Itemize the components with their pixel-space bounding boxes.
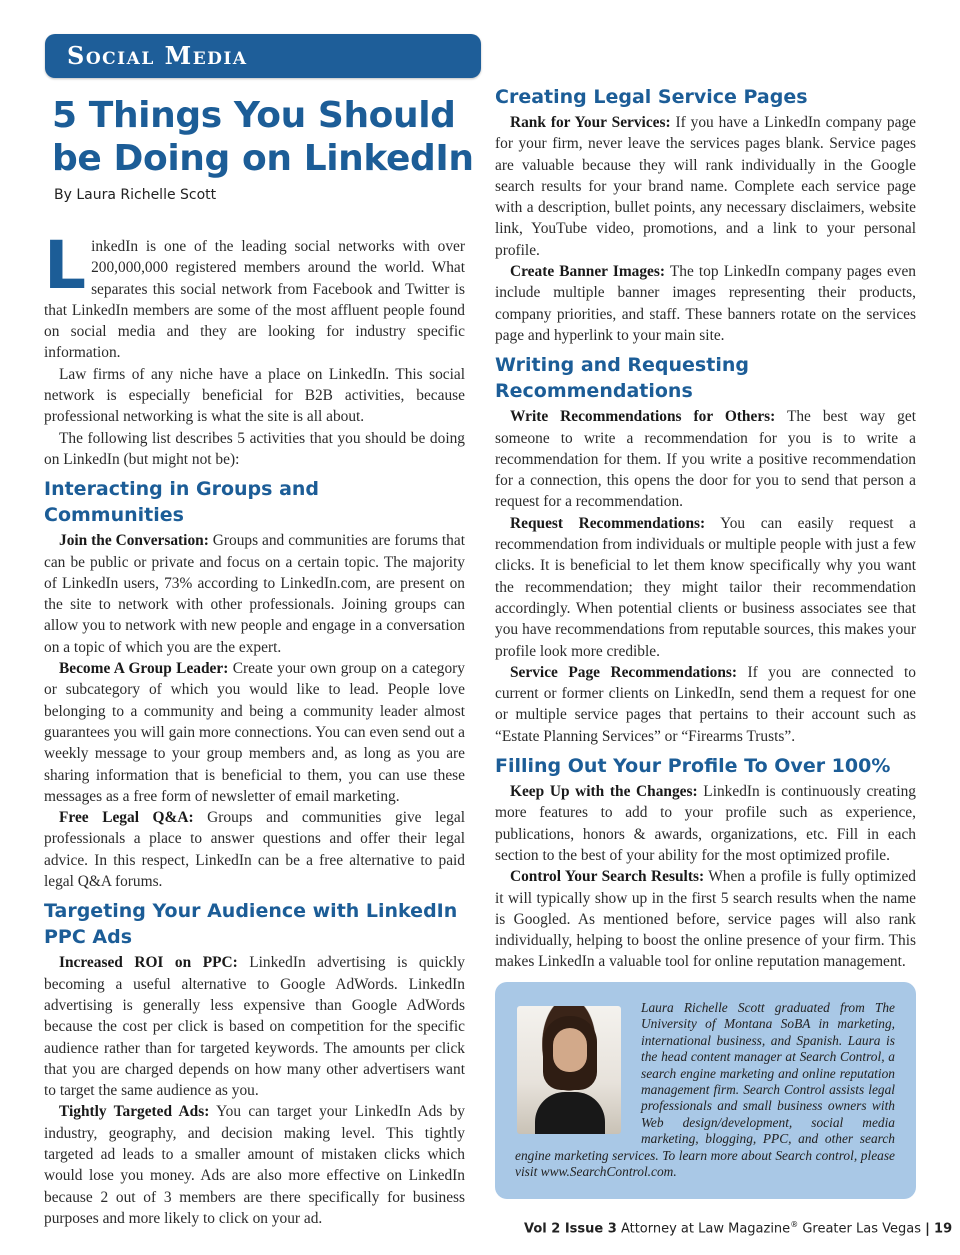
magazine-name: Attorney at Law Magazine [620, 1221, 791, 1237]
intro-paragraph-2: Law firms of any niche have a place on LinkedIn. This social network is especially beneficial for B2B activities, because professional networking is what the site is all about. [44, 365, 465, 426]
heading-profile: Filling Out Your Profile To Over 100% [495, 755, 891, 778]
page-number: 19 [934, 1221, 953, 1237]
left-column [44, 227, 465, 1229]
page-footer [524, 1220, 953, 1237]
heading-ppc: Targeting Your Audience with LinkedIn PPC Ads [44, 900, 458, 949]
issue-label: Vol 2 Issue 3 [524, 1221, 617, 1237]
section-banner [45, 34, 481, 78]
paragraph: Keep Up with the Changes: LinkedIn is continuously creating more features to add to your profile such as experience, publications, honors & awards, organizations, etc. Fill in each section to the best of your ability for the most optimized profile. [495, 783, 916, 864]
paragraph: Become A Group Leader: Create your own group on a category or subcategory of which you would like to lead. People love belonging to a community and being a community leader almost guarantees you will gain more connections. You can even send out a weekly message to your group members and, as long as you are sharing information that is beneficial to them, you can use these messages as a free form of newsletter of email marketing. [44, 660, 465, 805]
drop-cap: L [44, 227, 87, 304]
paragraph: Rank for Your Services: If you have a LinkedIn company page for your firm, never leave the services pages blank. Service pages are valuable because they will rank individually in the Google search results for your brand name. Complete each service page with a description, bullet points, any necessary disclaimers, website link, YouTube video, promotions, and a link to your personal profile. [495, 114, 916, 259]
heading-groups: Interacting in Groups and Communities [44, 478, 320, 527]
edition-name: Greater Las Vegas [802, 1221, 921, 1237]
author-bio-text: Laura Richelle Scott graduated from The University of Montana SoBA in marketing, international business, and Spanish. Laura is the head content manager at Search Control, a search engine marketing and online reputation management firm. Search Control assists legal professionals and small business owners with Web design/development, social media marketing, blogging, PPC, and other search engine marketing services. To learn more about Search control, please visit www.SearchControl.com. [515, 1000, 895, 1180]
heading-service-pages: Creating Legal Service Pages [495, 86, 808, 108]
intro-paragraph: LinkedIn is one of the leading social networks with over 200,000,000 registered members around the world. What separates this social network from Facebook and Twitter is that LinkedIn members are some of the most affluent people found on social media and they are looking for industry specific information. [44, 227, 465, 362]
registered-mark: ® [790, 1220, 799, 1229]
article-title: 5 Things You Should be Doing on LinkedIn [52, 95, 474, 179]
author-bio-box [495, 982, 916, 1199]
paragraph: Create Banner Images: The top LinkedIn company pages even include multiple banner images representing their products, company priorities, and staff. These banners rotate on the services page and hyperlink to your main site. [495, 263, 916, 344]
heading-recommendations: Writing and Requesting Recommendations [495, 354, 749, 403]
intro-paragraph-3: The following list describes 5 activities that you should be doing on LinkedIn (but might not be): [44, 429, 465, 468]
paragraph: Control Your Search Results: When a profile is fully optimized it will typically show up in the first 5 search results when the name is Googled. As mentioned before, service pages will also rank individually, helping to boost the online presence of your firm. This makes LinkedIn a valuable tool for online reputation management. [495, 868, 917, 971]
paragraph: Write Recommendations for Others: The best way get someone to write a recommendation for you is to write a recommendation for them. If you write a positive recommendation for a connection, this opens the door for you to send that person a request for a recommendation. [495, 408, 916, 511]
right-column [495, 84, 916, 973]
paragraph: Join the Conversation: Groups and communities are forums that can be public or private and focus on a certain topic. The majority of LinkedIn users, 73% according to LinkedIn.com, are present on the site to network with other professionals. Joining groups can allow you to network with new people and engage in a conversation on a topic of which you are the expert. [44, 532, 465, 656]
paragraph: Increased ROI on PPC: LinkedIn advertising is quickly becoming a useful alternative to Google AdWords. LinkedIn advertising is generally less expensive than Google AdWords because the cost per click is based on competition for the specific audience rather than for targeted keywords. The amounts per click that you are charged depends on how many other advertisers want to target the same audience as you. [44, 954, 465, 1100]
footer-separator: | [925, 1221, 930, 1237]
paragraph: Tightly Targeted Ads: You can target your LinkedIn Ads by industry, geography, and decision making level. This tightly targeted ad leads to a smaller amount of mistaken clicks which would lose you money. Ads are also more effective on LinkedIn because 2 out of 3 members are there specifically for business purposes and more likely to click on your ad. [44, 1103, 465, 1227]
paragraph: Request Recommendations: You can easily request a recommendation from individuals or multiple people with just a few clicks. It is beneficial to let them know specifically why you want the recommendation; they might tailor their recommendation accordingly. When potential clients or business associates see that you have recommendations from reputable sources, this makes your profile look more credible. [495, 514, 917, 660]
paragraph: Free Legal Q&A: Groups and communities give legal professionals a place to answer questions and offer their legal advice. In this respect, LinkedIn can be a free alternative to paid legal Q&A forums. [44, 809, 465, 891]
byline: By Laura Richelle Scott [54, 187, 217, 203]
section-label: Social Media [67, 41, 248, 70]
paragraph: Service Page Recommendations: If you are connected to current or former clients on LinkedIn, send them a request for one or multiple service pages that pertains to their account such as “Estate Planning Services” or “Firearms Trusts”. [495, 663, 917, 745]
